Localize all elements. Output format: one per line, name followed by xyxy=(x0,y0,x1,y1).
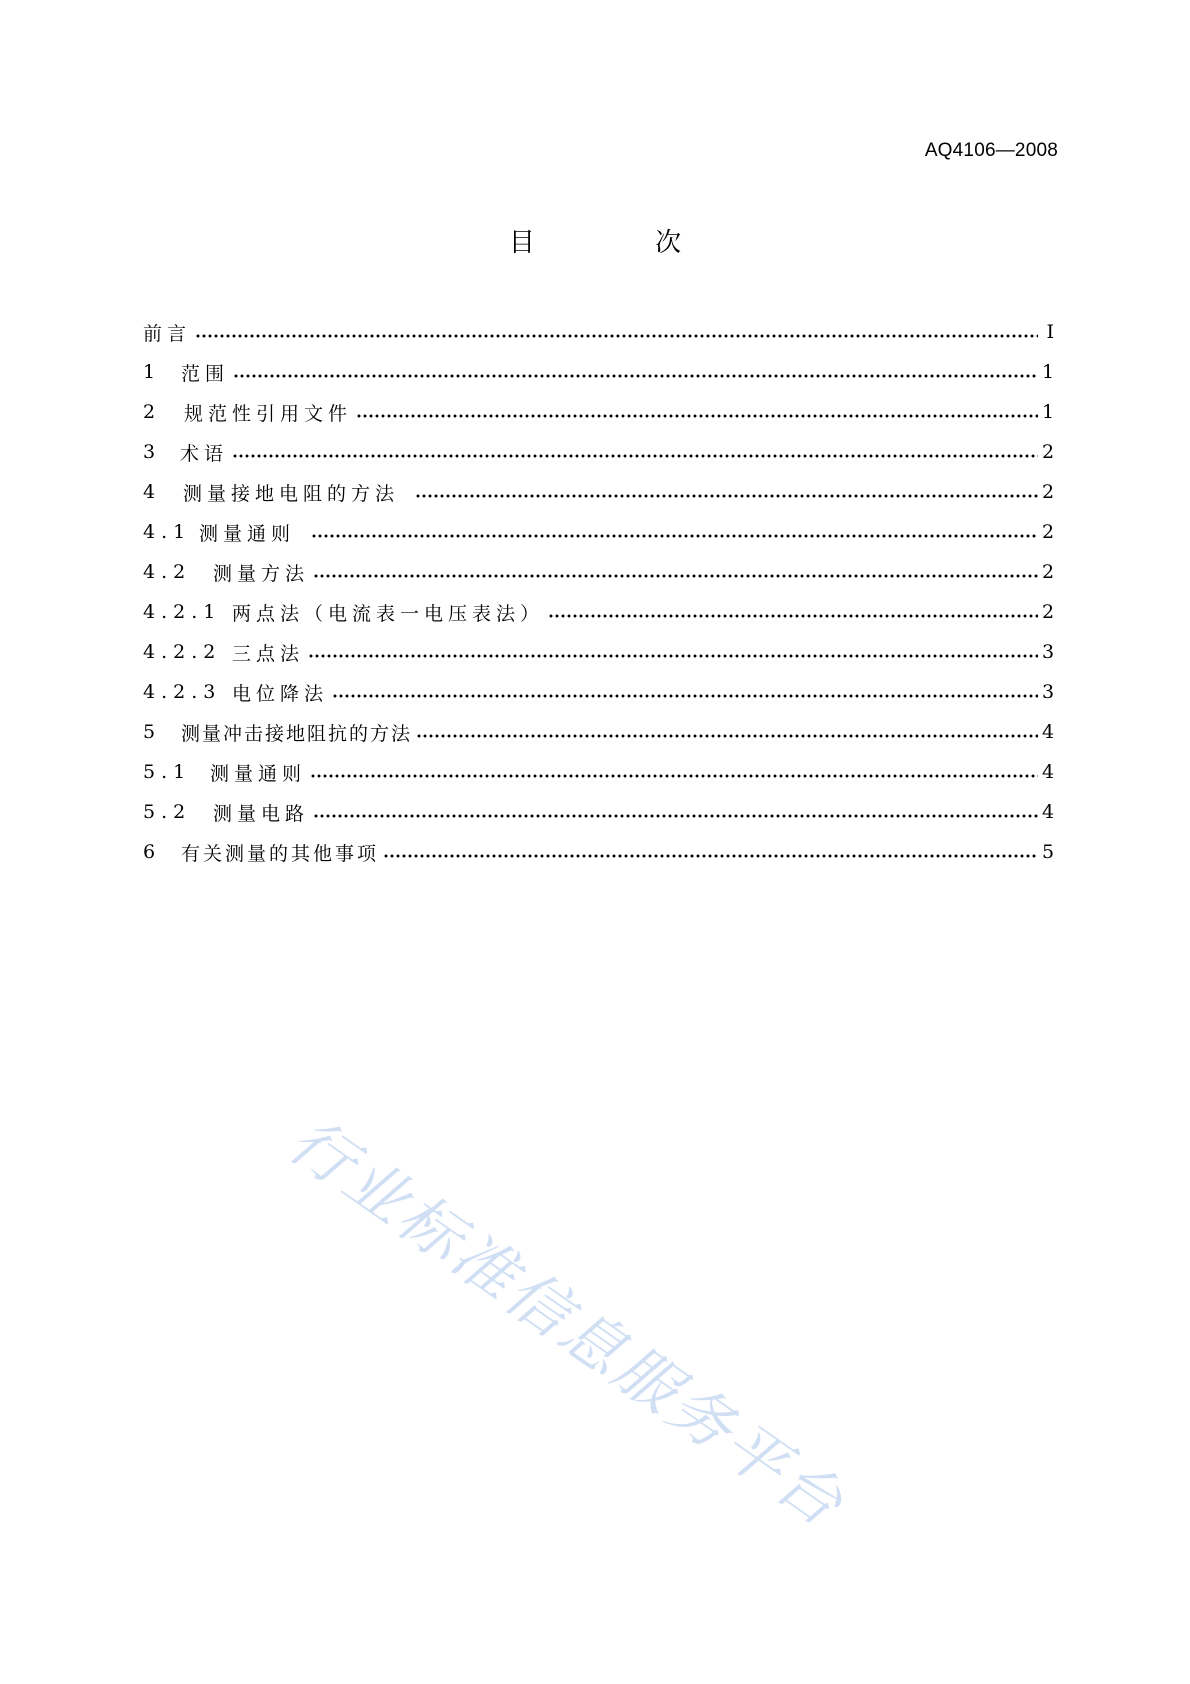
dot-leader xyxy=(313,574,1038,578)
dot-leader xyxy=(310,774,1038,778)
dot-leader xyxy=(233,374,1038,378)
toc-entry-page: 3 xyxy=(1042,681,1055,703)
toc-entry-text: 规范性引用文件 xyxy=(184,402,353,425)
dot-leader xyxy=(383,854,1038,858)
dot-leader xyxy=(308,654,1038,658)
toc-entry-text: 三点法 xyxy=(232,642,305,665)
toc-entry-6[interactable] xyxy=(143,832,1054,872)
toc-entry-3[interactable] xyxy=(143,432,1054,472)
toc-entry-number: 5.1 xyxy=(143,761,192,783)
toc-entry-number: 4.1 xyxy=(143,521,192,543)
toc-entry-number: 4.2.2 xyxy=(143,641,222,663)
toc-entry-page: 2 xyxy=(1042,601,1055,623)
toc-entry-page: 2 xyxy=(1042,561,1055,583)
toc-entry-page: 2 xyxy=(1042,481,1055,503)
toc-entry-number: 4 xyxy=(143,481,162,503)
toc-entry-5-2[interactable] xyxy=(143,792,1054,832)
toc-entry-page: 4 xyxy=(1042,801,1055,823)
toc-entry-4-1[interactable] xyxy=(143,512,1054,552)
dot-leader xyxy=(195,334,1038,338)
watermark: 行业标准信息服务平台 xyxy=(276,1103,859,1543)
toc-entry-page: 2 xyxy=(1042,521,1055,543)
toc-entry-4-2-3[interactable] xyxy=(143,672,1054,712)
toc-entry-text: 两点法（电流表一电压表法） xyxy=(232,602,545,625)
toc-entry-2[interactable] xyxy=(143,392,1054,432)
dot-leader xyxy=(232,454,1038,458)
toc-entry-page: I xyxy=(1046,321,1054,343)
toc-entry-number: 5.2 xyxy=(143,801,192,823)
toc-entry-text: 测量通则 xyxy=(199,522,296,545)
toc-entry-text: 测量电路 xyxy=(213,802,310,825)
toc-entry-number: 3 xyxy=(143,441,162,463)
toc-entry-number: 4.2.1 xyxy=(143,601,222,623)
toc-entry-number: 4.2 xyxy=(143,561,192,583)
toc-entry-page: 3 xyxy=(1042,641,1055,663)
dot-leader xyxy=(548,614,1038,618)
toc-entry-text: 术语 xyxy=(180,442,229,465)
toc-entry-text: 测量方法 xyxy=(213,562,310,585)
toc-entry-page: 5 xyxy=(1042,841,1055,863)
toc-entry-5-1[interactable] xyxy=(143,752,1054,792)
toc-entry-foreword[interactable] xyxy=(143,312,1054,352)
dot-leader xyxy=(415,494,1038,498)
toc-entry-5[interactable] xyxy=(143,712,1054,752)
dot-leader xyxy=(332,694,1038,698)
toc-entry-4[interactable] xyxy=(143,472,1054,512)
toc-title: 目 次 xyxy=(508,228,738,258)
toc-entry-page: 4 xyxy=(1042,761,1055,783)
toc-entry-number: 5 xyxy=(143,721,162,743)
toc-entry-text: 范围 xyxy=(181,362,230,385)
dot-leader xyxy=(356,414,1038,418)
toc-entry-text: 有关测量的其他事项 xyxy=(181,842,380,865)
dot-leader xyxy=(313,814,1038,818)
toc-entry-text: 前言 xyxy=(143,322,192,345)
toc-entry-4-2[interactable] xyxy=(143,552,1054,592)
toc-entry-4-2-2[interactable] xyxy=(143,632,1054,672)
toc-entry-page: 1 xyxy=(1042,401,1055,423)
toc-entry-text: 电位降法 xyxy=(232,682,329,705)
toc-entry-text: 测量冲击接地阻抗的方法 xyxy=(181,722,413,745)
dot-leader xyxy=(416,734,1038,738)
toc-entry-number: 4.2.3 xyxy=(143,681,222,703)
dot-leader xyxy=(311,534,1038,538)
toc-entry-text: 测量接地电阻的方法 xyxy=(183,482,400,505)
toc-entry-number: 1 xyxy=(143,361,162,383)
toc-entry-number: 2 xyxy=(143,401,162,423)
toc-entry-page: 1 xyxy=(1042,361,1055,383)
toc-entry-page: 2 xyxy=(1042,441,1055,463)
toc-entry-number: 6 xyxy=(143,841,162,863)
toc-entry-text: 测量通则 xyxy=(210,762,307,785)
toc-entry-4-2-1[interactable] xyxy=(143,592,1054,632)
standard-code: AQ4106—2008 xyxy=(924,140,1058,161)
table-of-contents xyxy=(143,312,1054,872)
toc-entry-page: 4 xyxy=(1042,721,1055,743)
toc-entry-1[interactable] xyxy=(143,352,1054,392)
